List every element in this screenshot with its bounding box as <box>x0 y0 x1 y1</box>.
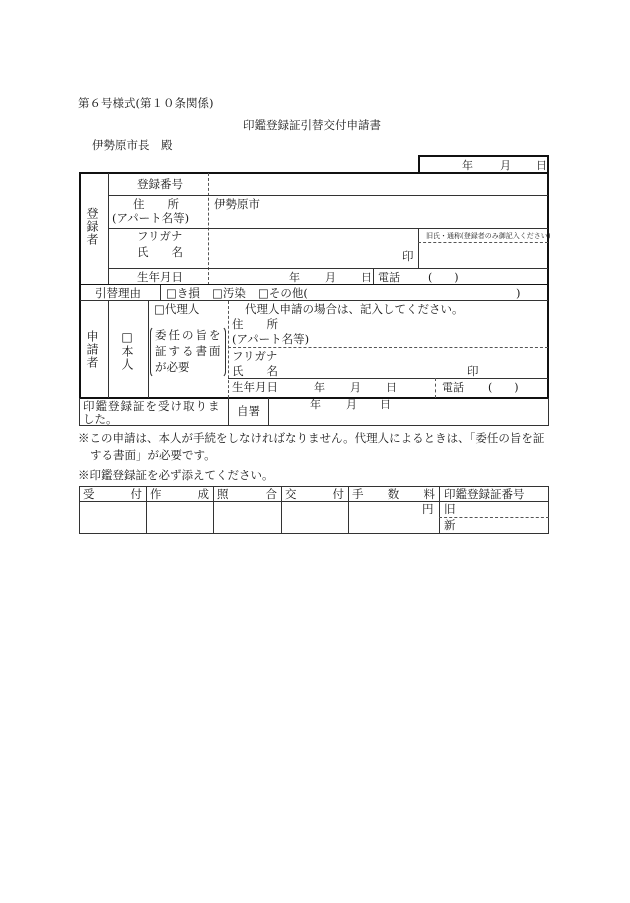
date-day-label: 日 <box>536 159 547 172</box>
name-label: 氏 名 <box>137 245 183 259</box>
furigana-label: フリガナ <box>137 229 183 243</box>
agent-note-line-3: が必要 <box>155 360 190 374</box>
page-title: 印鑑登録証引替交付申請書 <box>243 118 381 132</box>
note-1-line-1: ※この申請は、本人が手続をしなければなりません。代理人によるときは、「委任の旨を証 <box>78 431 545 445</box>
reg-number-label: 登録番号 <box>137 177 183 191</box>
note-1-line-2: する書面」が必要です。 <box>90 448 216 462</box>
seal-mark: 印 <box>402 249 414 263</box>
agent-instruction: 代理人申請の場合は、記入してください。 <box>245 302 464 316</box>
reg-number-field[interactable] <box>210 174 547 194</box>
agent-name-field[interactable] <box>290 348 547 377</box>
checked-cell[interactable] <box>214 502 281 533</box>
receipt-month: 月 <box>346 398 357 411</box>
applicant-section-label: 申請者 <box>85 330 99 369</box>
agent-option[interactable]: □代理人 <box>154 302 200 316</box>
agent-name-label: 氏 名 <box>232 364 278 378</box>
agent-address-label: 住 所 <box>232 317 278 331</box>
note-2: ※印鑑登録証を必ず添えてください。 <box>78 468 274 482</box>
fee-unit: 円 <box>422 502 434 516</box>
address-value[interactable]: 伊勢原市 <box>214 197 260 211</box>
former-name-label: 旧氏・通称(登録者のみ御記入ください) <box>426 232 551 240</box>
header-cert-number: 印鑑登録証番号 <box>444 487 525 501</box>
received-cell[interactable] <box>80 502 146 533</box>
address-label: 住 所 <box>133 197 179 211</box>
phone-label: 電話 <box>378 271 400 284</box>
receipt-statement-2: した。 <box>83 412 118 426</box>
header-issued: 交 付 <box>285 487 344 501</box>
phone-field[interactable]: ( ) <box>428 271 459 284</box>
form-number: 第６号様式(第１０条関係) <box>78 96 214 110</box>
old-cert-field[interactable] <box>458 502 548 516</box>
reason-option-soiled[interactable]: □汚染 <box>212 286 246 300</box>
agent-seal-mark: 印 <box>467 364 479 378</box>
header-prepared: 作 成 <box>150 487 209 501</box>
header-received: 受 付 <box>83 487 142 501</box>
date-year-label: 年 <box>462 159 473 172</box>
birth-day-label: 日 <box>361 271 372 284</box>
old-cert-label: 旧 <box>444 502 456 516</box>
address-sub-label: (アパート名等) <box>112 211 190 225</box>
agent-note-line-1: 委任の旨を <box>155 328 223 342</box>
date-month-label: 月 <box>500 159 511 172</box>
prepared-cell[interactable] <box>147 502 213 533</box>
birth-label: 生年月日 <box>137 270 183 284</box>
registrant-section-label: 登録者 <box>85 207 99 246</box>
agent-note-line-2: 証する書面 <box>155 344 223 358</box>
header-fee: 手 数 料 <box>352 487 435 501</box>
signature-label: 自署 <box>237 404 260 418</box>
addressee: 伊勢原市長 殿 <box>92 138 173 152</box>
agent-phone-label: 電話 <box>442 381 464 394</box>
self-option[interactable]: □本人 <box>120 330 134 371</box>
header-checked: 照 合 <box>217 487 277 501</box>
new-cert-field[interactable] <box>458 518 548 533</box>
reason-option-damaged[interactable]: □き損 <box>166 286 200 300</box>
issued-cell[interactable] <box>282 502 348 533</box>
reason-other-close: ) <box>516 286 521 300</box>
birth-year-label: 年 <box>289 271 300 284</box>
agent-furigana-label: フリガナ <box>232 349 278 363</box>
receipt-year: 年 <box>310 398 321 411</box>
agent-birth-month: 月 <box>350 381 361 394</box>
agent-address-field[interactable] <box>290 316 547 346</box>
agent-birth-label: 生年月日 <box>232 380 278 394</box>
receipt-statement-1: 印鑑登録証を受け取りま <box>83 399 221 413</box>
registrant-name-field[interactable] <box>210 229 417 267</box>
birth-month-label: 月 <box>325 271 336 284</box>
new-cert-label: 新 <box>444 518 456 532</box>
agent-birth-year: 年 <box>314 381 325 394</box>
agent-birth-day: 日 <box>386 381 397 394</box>
reason-option-other[interactable]: □その他( <box>258 286 308 300</box>
former-name-field[interactable] <box>419 243 547 267</box>
agent-address-sub-label: (アパート名等) <box>232 332 310 346</box>
receipt-day: 日 <box>380 398 391 411</box>
agent-phone-field[interactable]: ( ) <box>488 381 519 394</box>
reason-label: 引替理由 <box>95 286 141 300</box>
